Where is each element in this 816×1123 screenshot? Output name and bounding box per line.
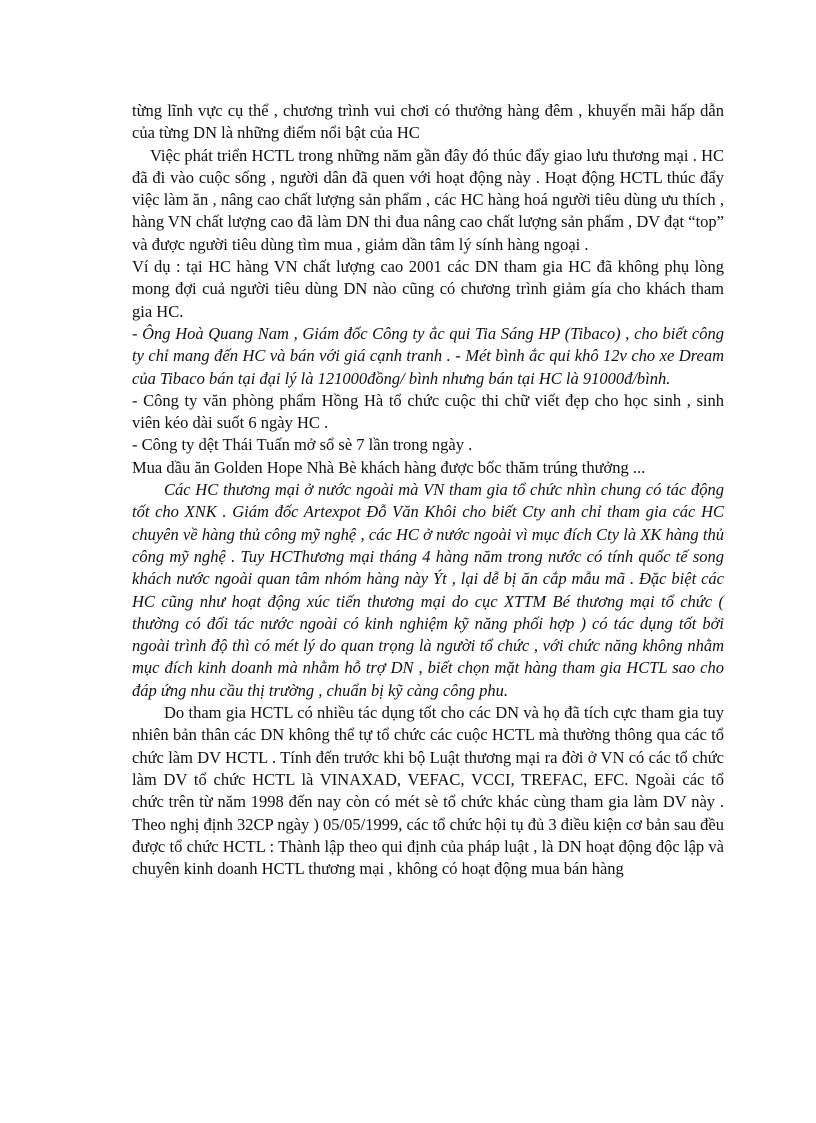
- paragraph-hong-ha: - Công ty văn phòng phẩm Hồng Hà tổ chức cuộc thi chữ viết đẹp cho học sinh , sinh viên kéo dài suốt 6 ngày HC .: [132, 390, 724, 433]
- paragraph-service-organizations: Do tham gia HCTL có nhiều tác dụng tốt cho các DN và họ đã tích cực tham gia tuy nhiên bản thân các DN không thể tự tổ chức các cuộc HCTL mà thường thông qua các tổ chức làm DV HCTL . Tính đến trước khi bộ Luật thương mại ra đời ở VN có các tổ chức làm DV tổ chức HCTL là VINAXAD, VEFAC, VCCI, TREFAC, EFC. Ngoài các tổ chức trên từ năm 1998 đến nay còn có mét sè tổ chức khác cùng tham gia làm DV này . Theo nghị định 32CP ngày ) 05/05/1999, các tổ chức hội tụ đủ 3 điều kiện cơ bản sau đều được tổ chức HCTL : Thành lập theo qui định của pháp luật , là DN hoạt động độc lập và chuyên kinh doanh HCTL thương mại , không có hoạt động mua bán hàng: [132, 703, 724, 879]
- paragraph-intro-continuation: từng lĩnh vực cụ thể , chương trình vui chơi có thưởng hàng đêm , khuyến mãi hấp dẫn của từng DN là những điểm nổi bật của HC: [132, 101, 724, 143]
- paragraph-golden-hope: Mua dầu ăn Golden Hope Nhà Bè khách hàng được bốc thăm trúng thưởng ...: [132, 457, 646, 477]
- paragraph-thai-tuan: - Công ty dệt Thái Tuấn mở sổ sè 7 lần trong ngày .: [132, 435, 473, 455]
- paragraph-tibaco-quote: - Ông Hoà Quang Nam , Giám đốc Công ty ắc qui Tia Sáng HP (Tibaco) , cho biết công ty chỉ mang đến HC và bán với giá cạnh tranh . - Mét bình ắc qui khô 12v cho xe Dream của Tibaco bán tại đại lý là 121000đồng/ bình nhưng bán tại HC là 91000đ/bình.: [132, 323, 724, 388]
- document-page: [132, 100, 724, 880]
- paragraph-example: Ví dụ : tại HC hàng VN chất lượng cao 2001 các DN tham gia HC đã không phụ lòng mong đợi cuả người tiêu dùng DN nào cũng có chương trình giảm gía cho khách tham gia HC.: [132, 257, 724, 321]
- paragraph-development: Việc phát triển HCTL trong những năm gần đây đó thúc đẩy giao lưu thương mại . HC đã đi vào cuộc sống , người dân đã quen với hoạt động này . Hoạt động HCTL thúc đẩy việc làm ăn , nâng cao chất lượng sản phẩm , các HC hàng hoá người tiêu dùng ưu thích , hàng VN chất lượng cao đã làm DN thi đua nâng cao chất lượng sản phẩm , DV đạt “top” và được người tiêu dùng tìm mua , giảm dần tâm lý sính hàng ngoại .: [132, 145, 724, 254]
- paragraph-foreign-fairs: Các HC thương mại ở nước ngoài mà VN tham gia tổ chức nhìn chung có tác động tốt cho XNK . Giám đốc Artexpot Đỗ Văn Khôi cho biết Cty anh chỉ tham gia các HC chuyên về hàng thủ công mỹ nghệ , các HC ở nước ngoài vì mục đích Cty là XK hàng thủ công mỹ nghệ . Tuy HCThương mại tháng 4 hàng năm trong nước có tính quốc tế song khách nước ngoài quan tâm nhóm hàng này Ýt , lại dễ bị ăn cắp mẫu mã . Đặc biệt các HC cũng như hoạt động xúc tiến thương mại do cục XTTM Bé thương mại tổ chức ( thường có đối tác nước ngoài có kinh nghiệm kỹ năng phối hợp ) có tác dụng tốt bởi ngoài trình độ thì có mét lý do quan trọng là người tổ chức , với chức năng không nhằm mục đích kinh doanh mà nhằm hỗ trợ DN , biết chọn mặt hàng tham gia HCTL sao cho đáp ứng nhu cầu thị trường , chuẩn bị kỹ càng công phu.: [132, 480, 724, 700]
